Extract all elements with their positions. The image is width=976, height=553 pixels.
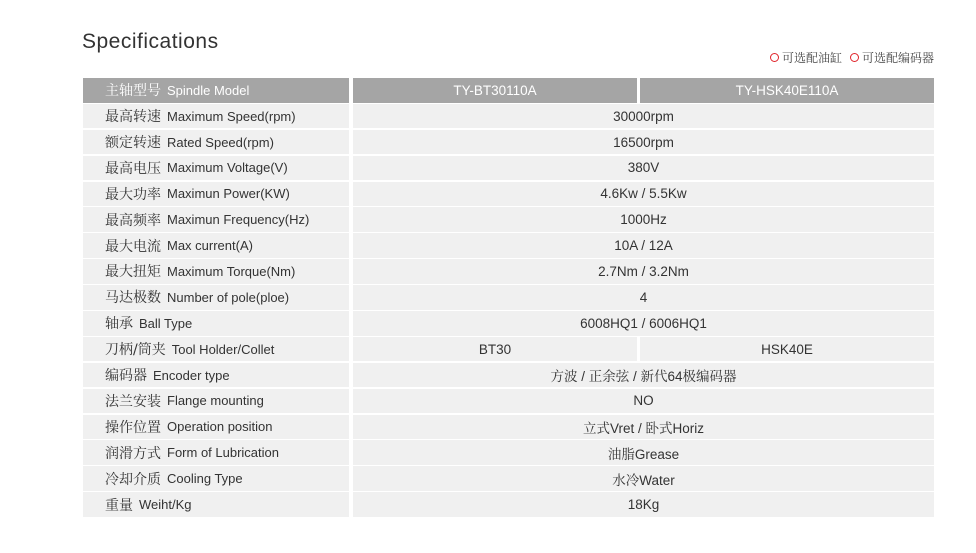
- table-row: [83, 130, 934, 155]
- row-label: [83, 207, 349, 232]
- label-zh: 最大扭矩: [105, 264, 161, 281]
- row-label: [83, 259, 349, 284]
- option-cylinder: [770, 49, 842, 66]
- label-zh: 编码器: [105, 368, 147, 385]
- options-legend: [770, 49, 934, 66]
- label-en: Maximum Voltage(V): [167, 160, 288, 176]
- label-en: Maximun Frequency(Hz): [167, 212, 310, 228]
- label-zh: 额定转速: [105, 135, 161, 152]
- row-value: NO: [353, 389, 934, 414]
- row-value: 油脂Grease: [353, 440, 934, 465]
- table-row: [83, 363, 934, 388]
- spec-table: [83, 78, 934, 518]
- row-value-2: HSK40E: [640, 337, 934, 362]
- circle-icon: [850, 53, 859, 62]
- row-value: 16500rpm: [353, 130, 934, 155]
- label-en: Maximum Speed(rpm): [167, 108, 296, 124]
- row-value: 水冷Water: [353, 466, 934, 491]
- table-row: [83, 466, 934, 491]
- label-zh: 润滑方式: [105, 445, 161, 462]
- table-row: [83, 415, 934, 440]
- label-en: Encoder type: [153, 367, 230, 383]
- row-value: 380V: [353, 156, 934, 181]
- table-row: [83, 259, 934, 284]
- row-value: 立式Vret / 卧式Horiz: [353, 415, 934, 440]
- row-label: [83, 337, 349, 362]
- row-value-1: BT30: [353, 337, 637, 362]
- label-en: Operation position: [167, 419, 273, 435]
- label-zh: 马达极数: [105, 290, 161, 307]
- label-en: Number of pole(ploe): [167, 289, 290, 305]
- row-value: 10A / 12A: [353, 233, 934, 258]
- row-label: [83, 363, 349, 388]
- row-label: [83, 389, 349, 414]
- row-value: 方波 / 正余弦 / 新代64极编码器: [353, 363, 934, 388]
- option-encoder: [850, 49, 934, 66]
- table-header-row: [83, 78, 934, 103]
- circle-icon: [770, 53, 779, 62]
- label-zh: 最大电流: [105, 238, 161, 255]
- model-1: TY-BT30110A: [353, 78, 637, 103]
- label-en: Cooling Type: [167, 471, 243, 487]
- label-zh: 重量: [105, 497, 133, 514]
- label-en: Max current(A): [167, 238, 253, 254]
- label-zh: 冷却介质: [105, 471, 161, 488]
- label-en: Flange mounting: [167, 393, 264, 409]
- row-label: [83, 233, 349, 258]
- label-en: Tool Holder/Collet: [171, 341, 275, 357]
- table-row: [83, 156, 934, 181]
- table-row: [83, 440, 934, 465]
- table-row: [83, 182, 934, 207]
- model-2: TY-HSK40E110A: [640, 78, 934, 103]
- label-zh: 主轴型号: [105, 83, 161, 100]
- table-row: [83, 207, 934, 232]
- label-en: Maximum Torque(Nm): [167, 263, 296, 279]
- row-value: 6008HQ1 / 6006HQ1: [353, 311, 934, 336]
- label-en: Ball Type: [139, 315, 193, 331]
- table-row: [83, 337, 934, 362]
- row-label: [83, 492, 349, 517]
- label-zh: 操作位置: [105, 419, 161, 436]
- row-label: [83, 466, 349, 491]
- table-row: [83, 285, 934, 310]
- row-label: [83, 156, 349, 181]
- table-row: [83, 389, 934, 414]
- label-en: Maximun Power(KW): [167, 186, 290, 202]
- row-value: 30000rpm: [353, 104, 934, 129]
- option-label: 可选配油缸: [781, 51, 842, 65]
- table-row: [83, 311, 934, 336]
- label-zh: 刀柄/筒夹: [105, 342, 166, 359]
- row-label: [83, 311, 349, 336]
- header-label: [83, 78, 349, 103]
- page-title: Specifications: [82, 30, 219, 53]
- label-en: Spindle Model: [167, 82, 250, 98]
- label-zh: 轴承: [105, 316, 133, 333]
- row-value: 4: [353, 285, 934, 310]
- row-label: [83, 285, 349, 310]
- table-row: [83, 104, 934, 129]
- row-label: [83, 415, 349, 440]
- row-value: 18Kg: [353, 492, 934, 517]
- label-zh: 最高电压: [105, 160, 161, 177]
- label-en: Weiht/Kg: [139, 497, 192, 512]
- table-row: [83, 492, 934, 517]
- table-row: [83, 233, 934, 258]
- option-label: 可选配编码器: [861, 51, 934, 65]
- header-models: [353, 78, 934, 103]
- label-en: Form of Lubrication: [167, 445, 279, 461]
- row-split-values: [353, 337, 934, 362]
- row-label: [83, 104, 349, 129]
- label-zh: 最高转速: [105, 109, 161, 126]
- row-label: [83, 182, 349, 207]
- row-value: 1000Hz: [353, 207, 934, 232]
- row-value: 4.6Kw / 5.5Kw: [353, 182, 934, 207]
- label-zh: 最高频率: [105, 212, 161, 229]
- label-zh: 最大功率: [105, 186, 161, 203]
- row-value: 2.7Nm / 3.2Nm: [353, 259, 934, 284]
- row-label: [83, 130, 349, 155]
- row-label: [83, 440, 349, 465]
- label-zh: 法兰安装: [105, 393, 161, 410]
- label-en: Rated Speed(rpm): [167, 134, 274, 150]
